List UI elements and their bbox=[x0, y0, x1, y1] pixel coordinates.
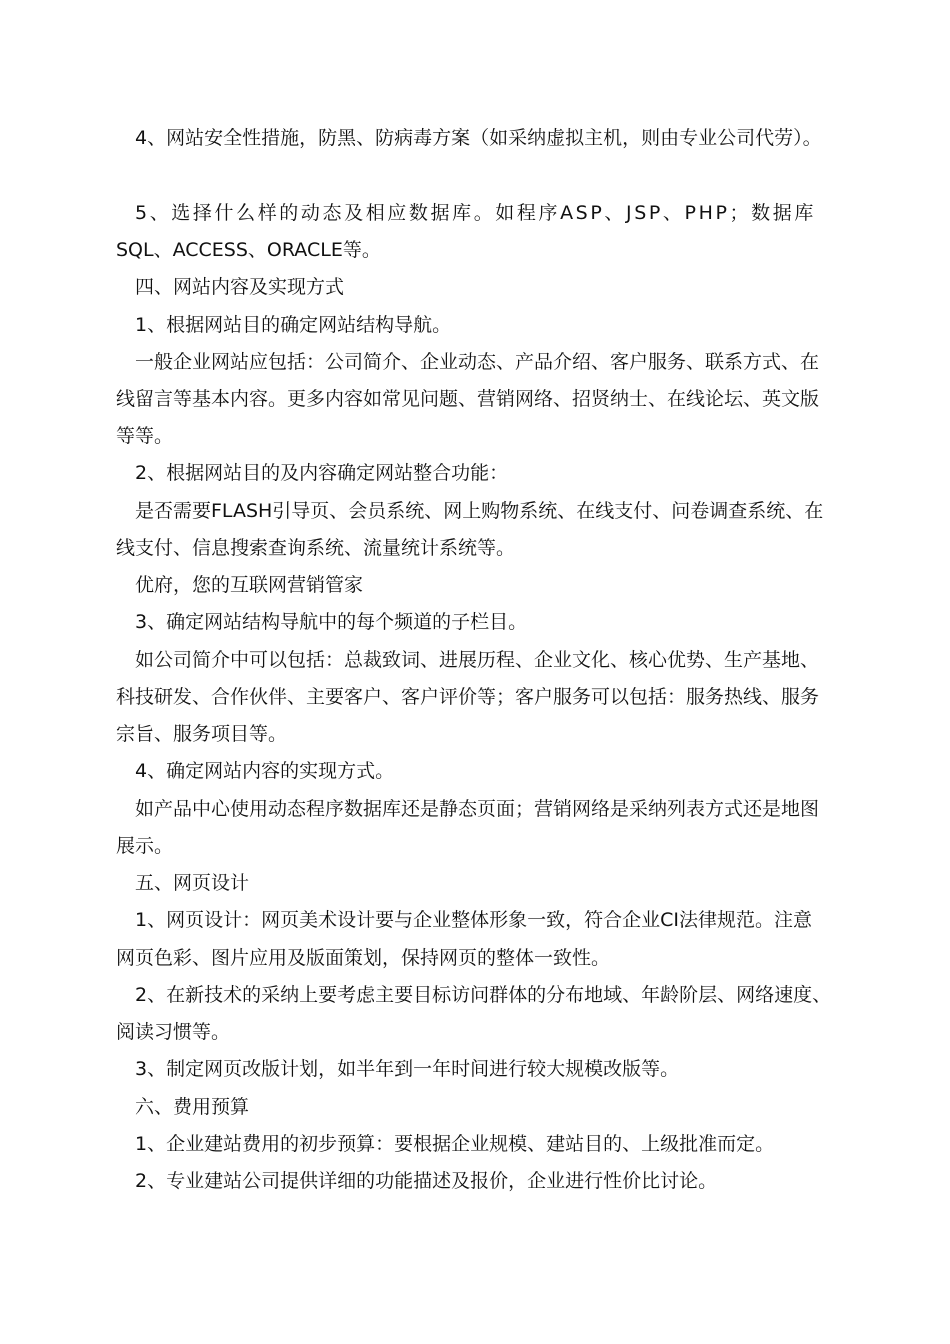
paragraph-line: 2、专业建站公司提供详细的功能描述及报价，企业进行性价比讨论。 bbox=[135, 1170, 718, 1192]
paragraph-line: 1、企业建站费用的初步预算：要根据企业规模、建站目的、上级批准而定。 bbox=[135, 1133, 775, 1155]
paragraph-line: 4、确定网站内容的实现方式。 bbox=[135, 760, 395, 782]
paragraph-line: 如产品中心使用动态程序数据库还是静态页面；营销网络是采纳列表方式还是地图 bbox=[135, 798, 820, 820]
paragraph-line: 1、网页设计：网页美术设计要与企业整体形象一致，符合企业CI法律规范。注意 bbox=[135, 909, 812, 931]
paragraph-line: 4、网站安全性措施，防黑、防病毒方案（如采纳虚拟主机，则由专业公司代劳）。 bbox=[135, 127, 822, 149]
section-heading: 四、网站内容及实现方式 bbox=[135, 276, 345, 298]
paragraph-line: 宗旨、服务项目等。 bbox=[116, 723, 288, 745]
paragraph-line: 优府，您的互联网营销管家 bbox=[135, 574, 364, 596]
paragraph-line: SQL、ACCESS、ORACLE等。 bbox=[116, 239, 381, 261]
paragraph-line: 3、确定网站结构导航中的每个频道的子栏目。 bbox=[135, 611, 528, 633]
section-heading: 五、网页设计 bbox=[135, 872, 250, 894]
paragraph-line: 3、制定网页改版计划，如半年到一年时间进行较大规模改版等。 bbox=[135, 1058, 680, 1080]
paragraph-line: 5、选择什么样的动态及相应数据库。如程序ASP、JSP、PHP；数据库 bbox=[135, 202, 816, 224]
section-heading: 六、费用预算 bbox=[135, 1096, 250, 1118]
paragraph-line: 科技研发、合作伙伴、主要客户、客户评价等；客户服务可以包括：服务热线、服务 bbox=[116, 686, 820, 708]
paragraph-line: 网页色彩、图片应用及版面策划，保持网页的整体一致性。 bbox=[116, 947, 611, 969]
paragraph-line: 1、根据网站目的确定网站结构导航。 bbox=[135, 314, 452, 336]
paragraph-line: 2、在新技术的采纳上要考虑主要目标访问群体的分布地域、年龄阶层、网络速度、 bbox=[135, 984, 832, 1006]
paragraph-line: 是否需要FLASH引导页、会员系统、网上购物系统、在线支付、问卷调查系统、在 bbox=[135, 500, 824, 522]
paragraph-line: 一般企业网站应包括：公司简介、企业动态、产品介绍、客户服务、联系方式、在 bbox=[135, 351, 820, 373]
paragraph-line: 展示。 bbox=[116, 835, 174, 857]
paragraph-line: 线留言等基本内容。更多内容如常见问题、营销网络、招贤纳士、在线论坛、英文版 bbox=[116, 388, 820, 410]
paragraph-line: 2、根据网站目的及内容确定网站整合功能： bbox=[135, 462, 509, 484]
paragraph-line: 等等。 bbox=[116, 425, 174, 447]
paragraph-line: 线支付、信息搜索查询系统、流量统计系统等。 bbox=[116, 537, 516, 559]
paragraph-line: 如公司简介中可以包括：总裁致词、进展历程、企业文化、核心优势、生产基地、 bbox=[135, 649, 820, 671]
paragraph-line: 阅读习惯等。 bbox=[116, 1021, 231, 1043]
